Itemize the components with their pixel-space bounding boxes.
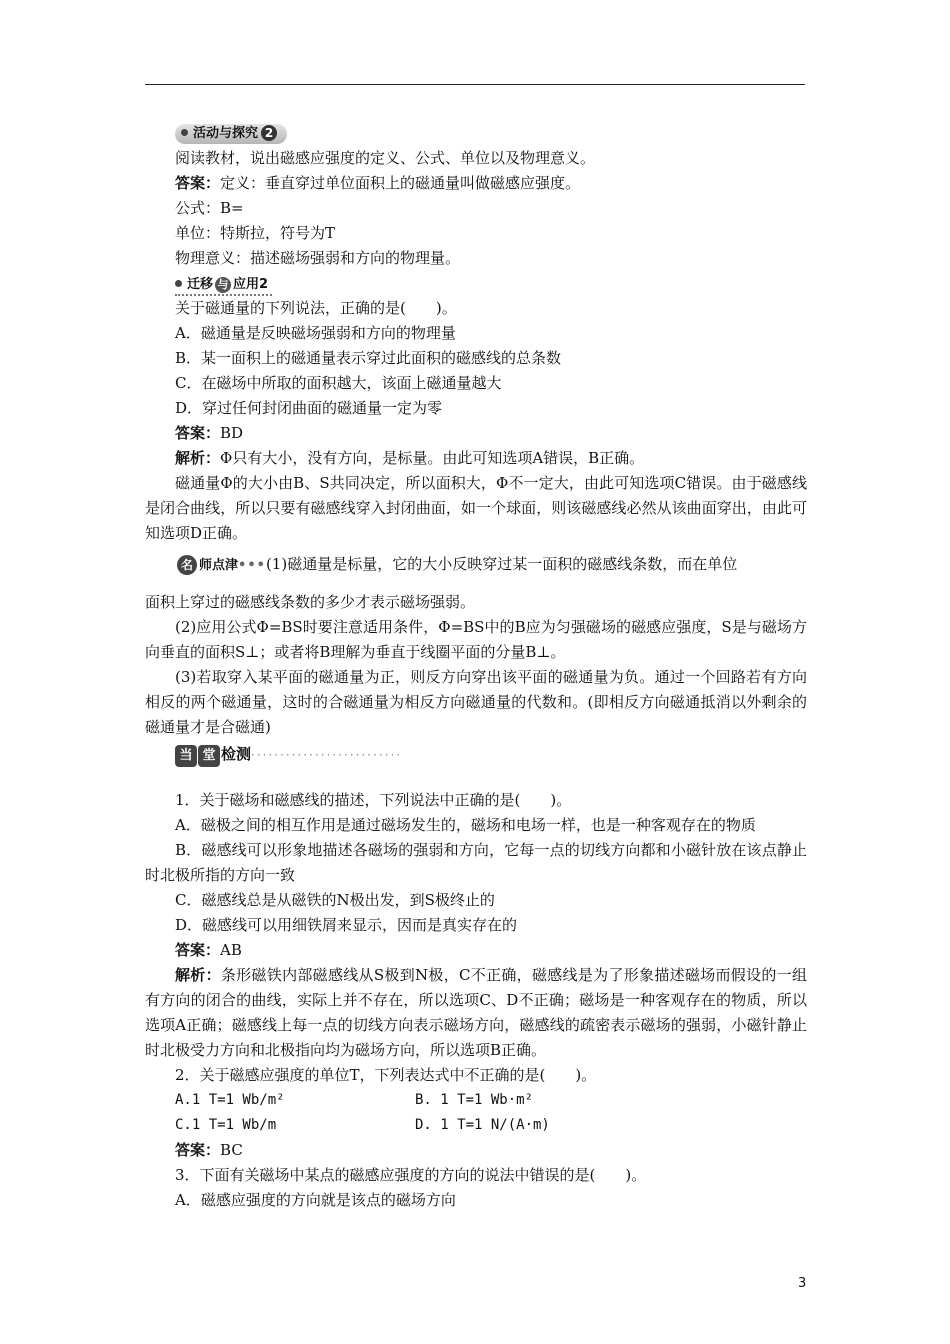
unit-line: 单位：特斯拉，符号为T bbox=[175, 224, 336, 242]
bullet-icon bbox=[175, 280, 182, 287]
spacer bbox=[145, 768, 807, 788]
q1-option-a: A．磁极之间的相互作用是通过磁场发生的，磁场和电场一样，也是一种客观存在的物质 bbox=[175, 816, 756, 834]
transfer-analysis-2: 磁通量Φ的大小由B、S共同决定，所以面积大，Φ不一定大，由此可知选项C错误。由于磁感线是闭合曲线，所以只要有磁感线穿入封闭曲面，如一个球面，则该磁感线必然从该曲面穿出，由此可知选项D正确。 bbox=[145, 474, 807, 542]
dots-decoration: ••• bbox=[238, 558, 266, 573]
test-badge bbox=[175, 742, 402, 768]
q1-answer bbox=[145, 938, 807, 963]
activity-question: 阅读教材，说出磁感应强度的定义、公式、单位以及物理意义。 bbox=[175, 149, 596, 167]
meaning-line: 物理意义：描述磁场强弱和方向的物理量。 bbox=[175, 249, 461, 267]
q2: 2．关于磁感应强度的单位T，下列表达式中不正确的是( )。 bbox=[175, 1066, 597, 1084]
transfer-badge bbox=[175, 276, 272, 296]
tips-badge bbox=[177, 553, 266, 578]
q2-options-row-2 bbox=[145, 1113, 807, 1138]
q1: 1．关于磁场和磁感线的描述，下列说法中正确的是( )。 bbox=[175, 791, 572, 809]
answer-text: AB bbox=[220, 941, 242, 959]
answer-label: 答案： bbox=[175, 1141, 221, 1159]
tips-line-1b: 面积上穿过的磁感线条数的多少才表示磁场强弱。 bbox=[145, 593, 476, 611]
tips-badge-circle: 名 bbox=[177, 555, 197, 575]
answer-text: BD bbox=[220, 424, 244, 442]
bullet-icon bbox=[181, 129, 188, 136]
activity-badge-label: 活动与探究 bbox=[193, 126, 259, 141]
option-a: A．磁通量是反映磁场强弱和方向的物理量 bbox=[175, 324, 456, 342]
activity-answer bbox=[145, 171, 807, 196]
test-badge-b: 堂 bbox=[198, 745, 220, 767]
activity-badge bbox=[175, 124, 287, 144]
q3-option-a: A．磁感应强度的方向就是该点的磁场方向 bbox=[175, 1191, 456, 1209]
transfer-question: 关于磁通量的下列说法，正确的是( )。 bbox=[175, 299, 457, 317]
formula-line: 公式：B= bbox=[175, 199, 244, 217]
transfer-answer bbox=[145, 421, 807, 446]
page-number: 3 bbox=[798, 1276, 807, 1291]
q1-option-c: C．磁感线总是从磁铁的N极出发，到S极终止的 bbox=[175, 891, 495, 909]
analysis-text: Φ只有大小，没有方向，是标量。由此可知选项A错误，B正确。 bbox=[220, 449, 645, 467]
activity-badge-number: 2 bbox=[261, 125, 277, 141]
transfer-badge-post: 应用2 bbox=[233, 277, 269, 292]
transfer-badge-pre: 迁移 bbox=[187, 277, 214, 292]
transfer-analysis-1 bbox=[145, 446, 807, 471]
option-b: B．某一面积上的磁通量表示穿过此面积的磁感线的总条数 bbox=[175, 349, 562, 367]
q2-option-d: D. 1 T=1 N/(A·m) bbox=[415, 1117, 550, 1133]
tips-text-1: (1)磁通量是标量，它的大小反映穿过某一面积的磁感线条数，而在单位 bbox=[265, 555, 738, 573]
dots-decoration: ·························· bbox=[251, 748, 403, 762]
analysis-label: 解析： bbox=[175, 449, 221, 467]
tips-line-1 bbox=[145, 552, 807, 578]
test-badge-label: 检测 bbox=[221, 745, 252, 763]
q3: 3．下面有关磁场中某点的磁感应强度的方向的说法中错误的是( )。 bbox=[175, 1166, 647, 1184]
header-rule bbox=[145, 84, 805, 85]
tips-paragraph-3: (3)若取穿入某平面的磁通量为正，则反方向穿出该平面的磁通量为负。通过一个回路若有方向相反的两个磁通量，这时的合磁通量为相反方向磁通量的代数和。(即相反方向磁通抵消以外剩余的磁通量才是合磁通) bbox=[145, 668, 807, 736]
option-c: C．在磁场中所取的面积越大，该面上磁通量越大 bbox=[175, 374, 502, 392]
transfer-badge-circle: 与 bbox=[215, 277, 231, 293]
q1-analysis bbox=[145, 963, 807, 1063]
tips-paragraph-2: (2)应用公式Φ=BS时要注意适用条件，Φ=BS中的B应为匀强磁场的磁感应强度，S是与磁场方向垂直的面积S⊥；或者将B理解为垂直于线圈平面的分量B⊥。 bbox=[145, 618, 807, 661]
tips-badge-label: 师点津 bbox=[199, 558, 239, 573]
test-badge-a: 当 bbox=[175, 745, 197, 767]
q2-options-row-1 bbox=[145, 1088, 807, 1113]
answer-text: 定义：垂直穿过单位面积上的磁通量叫做磁感应强度。 bbox=[220, 174, 581, 192]
q2-option-c: C.1 T=1 Wb/m bbox=[175, 1117, 277, 1133]
q2-answer bbox=[145, 1138, 807, 1163]
answer-label: 答案： bbox=[175, 174, 221, 192]
analysis-label: 解析： bbox=[175, 966, 221, 984]
q1-option-d: D．磁感线可以用细铁屑来显示，因而是真实存在的 bbox=[175, 916, 518, 934]
answer-label: 答案： bbox=[175, 424, 221, 442]
q1-option-b: B．磁感线可以形象地描述各磁场的强弱和方向，它每一点的切线方向都和小磁针放在该点静止时北极所指的方向一致 bbox=[145, 841, 807, 884]
answer-text: BC bbox=[220, 1141, 243, 1159]
q2-option-b: B. 1 T=1 Wb·m² bbox=[415, 1092, 534, 1108]
page-content bbox=[145, 120, 807, 1213]
option-d: D．穿过任何封闭曲面的磁通量一定为零 bbox=[175, 399, 443, 417]
answer-label: 答案： bbox=[175, 941, 221, 959]
q2-option-a: A.1 T=1 Wb/m² bbox=[175, 1092, 285, 1108]
analysis-text: 条形磁铁内部磁感线从S极到N极，C不正确，磁感线是为了形象描述磁场而假设的一组有方向的闭合的曲线，实际上并不存在，所以选项C、D不正确；磁场是一种客观存在的物质，所以选项A正确；磁感线上每一点的切线方向表示磁场方向，磁感线的疏密表示磁场的强弱，小磁针静止时北极受力方向和北极指向均为磁场方向，所以选项B正确。 bbox=[145, 966, 807, 1059]
